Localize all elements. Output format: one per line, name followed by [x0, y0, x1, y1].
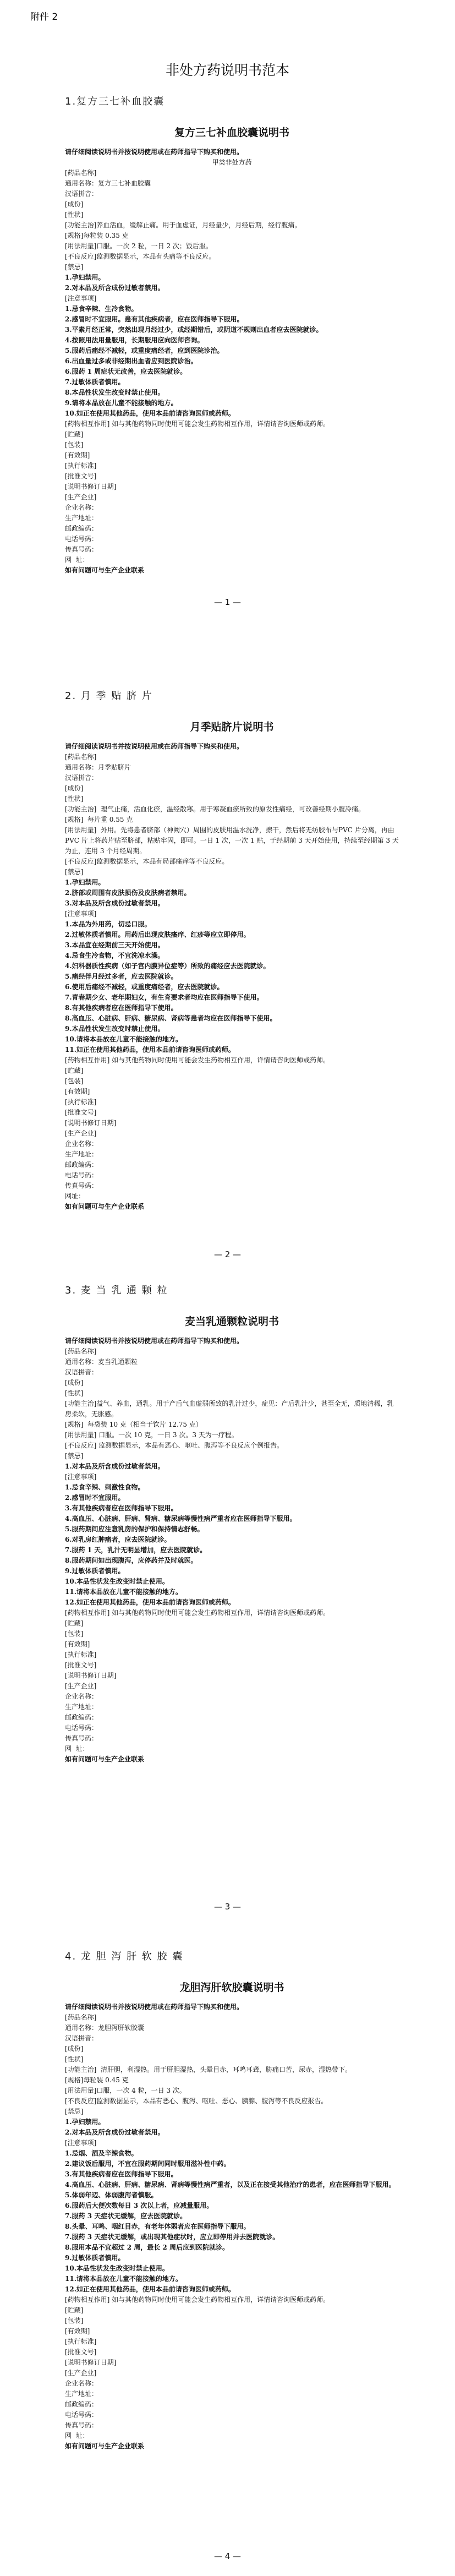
leaflet-line: 11.请将本品放在儿童不能接触的地方。: [65, 2275, 182, 2283]
leaflet-line: 电话号码：: [65, 1171, 98, 1179]
leaflet-line: [说明书修订日期]: [65, 1672, 117, 1679]
leaflet-line: [禁忌]: [65, 1452, 84, 1460]
leaflet-line: 11.请将本品放在儿童不能接触的地方。: [65, 1588, 182, 1596]
leaflet-line: 8.服药期间如出现腹泻，应停药并及时就医。: [65, 1557, 198, 1564]
leaflet-line: [批准文号]: [65, 1661, 97, 1669]
leaflet-line: 6.对乳房红肿痛者，应去医院就诊。: [65, 1536, 171, 1543]
leaflet-line: [包装]: [65, 1077, 84, 1085]
leaflet-line: 邮政编码：: [65, 1161, 98, 1169]
leaflet-line: [禁忌]: [65, 2108, 84, 2115]
leaflet-line: [注意事项]: [65, 1473, 97, 1481]
leaflet-line: 网 址：: [65, 556, 89, 564]
leaflet-line: 电话号码：: [65, 535, 98, 543]
page-number: — 4 —: [213, 2551, 242, 2561]
leaflet-line: [生产企业]: [65, 493, 97, 501]
leaflet-line: 3.有其他疾病者应在医师指导下服用。: [65, 1504, 178, 1512]
leaflet-line: [注意事项]: [65, 294, 97, 302]
annex-label: 附件 2: [30, 12, 58, 23]
leaflet-line: [药物相互作用] 如与其他药物同时使用可能会发生药物相互作用，详情请咨询医师或药师。: [65, 420, 330, 428]
leaflet-line: [禁忌]: [65, 263, 84, 271]
leaflet-line: 邮政编码：: [65, 525, 98, 532]
leaflet-line: [执行标准]: [65, 1098, 97, 1106]
leaflet-line: [用法用量] 外用。先将患者脐部（神阙穴）周围的皮肤用温水洗净，擦干，然后将无纺胶布与PVC 片分离，再由 PVC 片上将药片贴至脐部，粘贴牢固，即可。一日 1 次，一次 1 贴，于经期前 3 天开始使用，持续至经期第 3 天为止，连用 3 个月经周期。: [65, 826, 399, 855]
leaflet-line: 9.过敏体质者慎用。: [65, 1567, 125, 1575]
leaflet-line: [执行标准]: [65, 462, 97, 470]
leaflet-line: [药品名称]: [65, 2013, 97, 2021]
leaflet-line: 请仔细阅读说明书并按说明使用或在药师指导下购买和使用。: [65, 1337, 244, 1345]
leaflet-line: 7.服药 3 天症状无缓解，或出现其他症状时，应立即停用并去医院就诊。: [65, 2233, 279, 2241]
leaflet-line: 8.头晕、耳鸣、咽红目赤，有老年体弱者应在医师指导下服用。: [65, 2223, 250, 2230]
leaflet-line: [不良反应]监测数据显示，本品有局部瘙痒等不良反应。: [65, 858, 229, 865]
leaflet-line: [有效期]: [65, 1088, 90, 1095]
leaflet-line: [药品名称]: [65, 169, 97, 177]
leaflet-line: [用法用量] 口服。一次 10 克，一日 3 次。3 天为一疗程。: [65, 1431, 238, 1439]
leaflet-line: [批准文号]: [65, 2348, 97, 2356]
leaflet-line: [执行标准]: [65, 2338, 97, 2345]
leaflet-line: 10.请将本品放在儿童不能接触的地方。: [65, 1035, 182, 1043]
leaflet-line: 1.本品为外用药，切忌口服。: [65, 920, 151, 928]
leaflet-line: 网址：: [65, 1192, 85, 1200]
leaflet-line: 请仔细阅读说明书并按说明使用或在药师指导下购买和使用。: [65, 2003, 244, 2011]
leaflet-line: [性状]: [65, 1389, 84, 1397]
section-heading: 3. 麦 当 乳 通 颗 粒: [65, 1285, 168, 1296]
leaflet-body: [65, 2002, 399, 2452]
leaflet-line: 2.对本品及所含成份过敏者禁用。: [65, 284, 165, 292]
leaflet-line: 7.青春期少女、老年期妇女，有生育要求者均应在医师指导下使用。: [65, 994, 264, 1001]
leaflet-line: 6.出血量过多或非经期出血者应到医院诊治。: [65, 357, 198, 365]
leaflet-line: 4.按照用法用量服用，长期服用应向医师咨询。: [65, 336, 204, 344]
leaflet-line: 电话号码：: [65, 2411, 98, 2419]
page-number: — 2 —: [213, 1249, 242, 1259]
leaflet-line: [功能主治] 理气止痛，活血化瘀，温经散寒。用于寒凝血瘀所致的原发性痛经，可改善经期小腹冷痛。: [65, 805, 365, 813]
leaflet-line: 6.服药后大便次数每日 3 次以上者，应减量服用。: [65, 2202, 213, 2209]
leaflet-line: [说明书修订日期]: [65, 483, 117, 490]
leaflet-line: 传真号码：: [65, 1734, 98, 1742]
leaflet-line: [用法用量]口服。一次 2 粒，一日 2 次；饭后服。: [65, 242, 212, 250]
leaflet-line: 10.本品性状发生改变时禁止使用。: [65, 2264, 169, 2272]
page-number: — 1 —: [213, 597, 242, 607]
leaflet-line: 4.高血压、心脏病、肝病、糖尿病、肾病等慢性病严重者，以及正在接受其他治疗的患者，应在医师指导下服用。: [65, 2181, 396, 2188]
leaflet-line: 3.对本品及所含成份过敏者禁用。: [65, 899, 165, 907]
leaflet-body: [65, 741, 399, 1212]
leaflet-line: [功能主治]养血活血，缓解止痛。用于血虚证，月经量少，月经后期，经行腹痛。: [65, 221, 301, 229]
leaflet-line: 生产地址：: [65, 1703, 98, 1711]
leaflet-line: [药物相互作用] 如与其他药物同时使用可能会发生药物相互作用，详情请咨询医师或药师。: [65, 1609, 330, 1617]
leaflet-line: 请仔细阅读说明书并按说明使用或在药师指导下购买和使用。: [65, 148, 244, 156]
leaflet-line: 1.孕妇禁用。: [65, 878, 105, 886]
leaflet-line: 7.过敏体质者慎用。: [65, 378, 125, 386]
leaflet-line: 1.忌食辛辣、生冷食物。: [65, 305, 138, 313]
leaflet-line: [贮藏]: [65, 430, 84, 438]
leaflet-line: [药物相互作用] 如与其他药物同时使用可能会发生药物相互作用，详情请咨询医师或药师。: [65, 2296, 330, 2304]
leaflet-line: 企业名称：: [65, 504, 98, 511]
leaflet-line: [包装]: [65, 441, 84, 449]
leaflet-line: 网 址：: [65, 2432, 89, 2439]
leaflet-title: 月季贴脐片说明书: [190, 721, 274, 733]
leaflet-line: [功能主治]益气、养血，通乳。用于产后气血虚弱所致的乳汁过少，症见：产后乳汁少，甚至全无，质地清稀，乳房柔软，无胀感。: [65, 1400, 394, 1418]
leaflet-line: 10.本品性状发生改变时禁止使用。: [65, 1578, 169, 1585]
leaflet-line: 如有问题可与生产企业联系: [65, 1203, 145, 1210]
leaflet-line: [规格] 每袋装 10 克（相当于饮片 12.75 克）: [65, 1421, 202, 1428]
leaflet-line: 网 址：: [65, 1745, 89, 1753]
leaflet-line: 通用名称：麦当乳通颗粒: [65, 1358, 138, 1366]
leaflet-line: 5.体弱年迈、体弱腹泻者慎服。: [65, 2191, 158, 2199]
leaflet-line: 9.请将本品放在儿童不能接触的地方。: [65, 399, 178, 407]
leaflet-line: 9.本品性状发生改变时禁止使用。: [65, 1025, 165, 1033]
leaflet-line: 8.本品性状发生改变时禁止使用。: [65, 389, 165, 396]
leaflet-line: [说明书修订日期]: [65, 2359, 117, 2366]
leaflet-line: 3.平素月经正常，突然出现月经过少，或经期错后，或阴道不规则出血者应去医院就诊。: [65, 326, 323, 334]
leaflet-line: 5.痛经伴月经过多者，应去医院就诊。: [65, 973, 178, 980]
leaflet-line: 2.感冒时不宜服用。患有其他疾病者，应在医师指导下服用。: [65, 315, 244, 323]
leaflet-line: [不良反应]监测数据显示，本品有头痛等不良反应。: [65, 253, 216, 260]
leaflet-line: [有效期]: [65, 1640, 90, 1648]
leaflet-line: 请仔细阅读说明书并按说明使用或在药师指导下购买和使用。: [65, 743, 244, 750]
leaflet-line: 8.有其他疾病者应在医师指导下使用。: [65, 1004, 178, 1012]
leaflet-line: [用法用量]口服，一次 4 粒，一日 3 次。: [65, 2087, 186, 2094]
page-number: — 3 —: [213, 1902, 242, 1912]
leaflet-line: 7.服药 3 天症状无缓解，应去医院就诊。: [65, 2212, 187, 2220]
leaflet-line: 企业名称：: [65, 1140, 98, 1148]
leaflet-line: [包装]: [65, 1630, 84, 1638]
leaflet-line: [规格]每粒装 0.35 克: [65, 232, 129, 239]
leaflet-line: 2.过敏体质者慎用。用药后出现皮肤瘙痒、红疹等应立即停用。: [65, 931, 250, 938]
leaflet-line: 传真号码：: [65, 545, 98, 553]
leaflet-line: [功能主治] 清肝胆，利湿热。用于肝胆湿热，头晕目赤，耳鸣耳聋，胁痛口苦，尿赤，湿热带下。: [65, 2066, 352, 2073]
page-title: 非处方药说明书范本: [165, 62, 289, 78]
leaflet-line: [药品名称]: [65, 753, 97, 761]
leaflet-line: [性状]: [65, 2055, 84, 2063]
leaflet-line: [贮藏]: [65, 1619, 84, 1627]
leaflet-line: 汉语拼音：: [65, 190, 98, 198]
leaflet-line: [包装]: [65, 2317, 84, 2324]
leaflet-line: [生产企业]: [65, 1129, 97, 1137]
leaflet-line: [批准文号]: [65, 472, 97, 480]
leaflet-line: [成份]: [65, 1379, 84, 1387]
section-1: [0, 94, 455, 576]
leaflet-line: [成份]: [65, 2045, 84, 2053]
leaflet-line: [注意事项]: [65, 910, 97, 918]
leaflet-body: [65, 147, 399, 576]
leaflet-line: 2.感冒时不宜服用。: [65, 1494, 125, 1502]
leaflet-line: [生产企业]: [65, 1682, 97, 1690]
leaflet-line: 如有问题可与生产企业联系: [65, 2442, 145, 2450]
leaflet-title: 麦当乳通颗粒说明书: [184, 1316, 279, 1328]
leaflet-line: [药品名称]: [65, 1347, 97, 1355]
leaflet-line: [生产企业]: [65, 2369, 97, 2377]
leaflet-line: 1.忌食辛辣、刺激性食物。: [65, 1483, 145, 1491]
leaflet-line: 甲类非处方药: [212, 159, 252, 166]
leaflet-line: 生产地址：: [65, 514, 98, 522]
leaflet-line: 邮政编码：: [65, 1713, 98, 1721]
leaflet-line: 1.孕妇禁用。: [65, 2118, 105, 2126]
section-4: [0, 1949, 455, 2452]
leaflet-line: 2.脐部或周围有皮肤损伤及皮肤病者禁用。: [65, 889, 191, 897]
leaflet-line: 邮政编码：: [65, 2400, 98, 2408]
leaflet-line: 4.妇科器质性疾病（如子宫内膜异位症等）所致的痛经应去医院就诊。: [65, 962, 270, 970]
leaflet-body: [65, 1336, 399, 1765]
leaflet-line: 6.服药 1 周症状无改善，应去医院就诊。: [65, 368, 187, 375]
leaflet-line: [贮藏]: [65, 2306, 84, 2314]
leaflet-line: 3.有其他疾病者应在医师指导下服用。: [65, 2170, 178, 2178]
leaflet-line: 生产地址：: [65, 2390, 98, 2398]
leaflet-line: 3.本品宜在经期前三天开始使用。: [65, 941, 165, 949]
leaflet-line: 5.服药后痛经不减轻，或重度痛经者，应到医院诊治。: [65, 347, 224, 354]
leaflet-line: [成份]: [65, 200, 84, 208]
leaflet-line: 汉语拼音：: [65, 774, 98, 782]
leaflet-line: [说明书修订日期]: [65, 1119, 117, 1127]
leaflet-line: 10.如正在使用其他药品，使用本品前请咨询医师或药师。: [65, 410, 235, 417]
leaflet-title: 复方三七补血胶囊说明书: [174, 127, 289, 139]
leaflet-line: 9.过敏体质者慎用。: [65, 2254, 125, 2262]
leaflet-line: 2.对本品及所含成份过敏者禁用。: [65, 2129, 165, 2136]
section-3: [0, 1282, 455, 1765]
leaflet-line: [规格]每粒装 0.45 克: [65, 2076, 129, 2084]
leaflet-line: [有效期]: [65, 2327, 90, 2335]
leaflet-line: 汉语拼音：: [65, 2034, 98, 2042]
leaflet-line: 1.忌烟、酒及辛辣食物。: [65, 2149, 138, 2157]
section-heading: 2. 月 季 贴 脐 片: [65, 690, 153, 702]
leaflet-line: 传真号码：: [65, 1182, 98, 1189]
leaflet-title: 龙胆泻肝软胶囊说明书: [179, 1982, 284, 1994]
leaflet-line: [执行标准]: [65, 1651, 97, 1658]
leaflet-line: [禁忌]: [65, 868, 84, 876]
leaflet-line: 4.高血压、心脏病、肝病、肾病、糖尿病等慢性病严重者应在医师指导下服用。: [65, 1515, 297, 1522]
leaflet-line: 8.服用本品不宜超过 2 周，最长 2 周后应到医院就诊。: [65, 2244, 229, 2251]
leaflet-line: [规格] 每片重 0.55 克: [65, 816, 133, 823]
section-2: [0, 688, 455, 1212]
leaflet-line: [贮藏]: [65, 1067, 84, 1074]
leaflet-line: 5.服药期间应注意乳房的保护和保持情志舒畅。: [65, 1525, 204, 1533]
leaflet-line: 传真号码：: [65, 2421, 98, 2429]
leaflet-line: [药物相互作用] 如与其他药物同时使用可能会发生药物相互作用，详情请咨询医师或药师。: [65, 1056, 330, 1064]
leaflet-line: 12.如正在使用其他药品，使用本品前请咨询医师或药师。: [65, 2285, 235, 2293]
leaflet-line: 1.孕妇禁用。: [65, 274, 105, 281]
leaflet-line: 如有问题可与生产企业联系: [65, 1755, 145, 1763]
leaflet-line: 7.服药 1 天，乳汁无明显增加，应去医院就诊。: [65, 1546, 207, 1554]
leaflet-line: 6.使用后痛经不减轻，或重度痛经者，应去医院就诊。: [65, 983, 224, 991]
section-heading: 1.复方三七补血胶囊: [65, 96, 165, 107]
leaflet-line: [性状]: [65, 795, 84, 803]
leaflet-line: 12.如正在使用其他药品，使用本品前请咨询医师或药师。: [65, 1598, 235, 1606]
leaflet-line: 生产地址：: [65, 1150, 98, 1158]
leaflet-line: [不良反应]监测数据显示，本品有恶心、腹泻、呕吐、恶心、胰腺、腹泻等不良反应报告。: [65, 2097, 328, 2105]
leaflet-line: 通用名称：复方三七补血胶囊: [65, 179, 151, 187]
leaflet-line: 2.建议饭后服用，不宜在服药期间同时服用滋补性中药。: [65, 2160, 231, 2168]
leaflet-line: 8.高血压、心脏病、肝病、糖尿病、肾病等患者均应在医师指导下使用。: [65, 1014, 277, 1022]
section-heading: 4. 龙 胆 泻 肝 软 胶 囊: [65, 1951, 184, 1962]
leaflet-line: 如有问题可与生产企业联系: [65, 566, 145, 574]
leaflet-line: [批准文号]: [65, 1109, 97, 1116]
leaflet-line: 通用名称：月季贴脐片: [65, 763, 131, 771]
leaflet-line: [注意事项]: [65, 2139, 97, 2147]
leaflet-line: 4.忌食生冷食物，不宜洗凉水澡。: [65, 952, 165, 959]
leaflet-line: 汉语拼音：: [65, 1368, 98, 1376]
leaflet-line: [不良反应] 监测数据显示，本品有恶心、呕吐、腹泻等不良反应个例报告。: [65, 1442, 284, 1449]
leaflet-line: 1.对本品及所含成份过敏者禁用。: [65, 1462, 165, 1470]
leaflet-line: [有效期]: [65, 451, 90, 459]
leaflet-line: 11.如正在使用其他药品，使用本品前请咨询医师或药师。: [65, 1046, 235, 1054]
leaflet-line: 通用名称：龙胆泻肝软胶囊: [65, 2024, 145, 2032]
leaflet-line: [成份]: [65, 784, 84, 792]
leaflet-line: 企业名称：: [65, 1693, 98, 1700]
leaflet-line: 企业名称：: [65, 2379, 98, 2387]
leaflet-line: [性状]: [65, 211, 84, 219]
leaflet-line: 电话号码：: [65, 1724, 98, 1732]
